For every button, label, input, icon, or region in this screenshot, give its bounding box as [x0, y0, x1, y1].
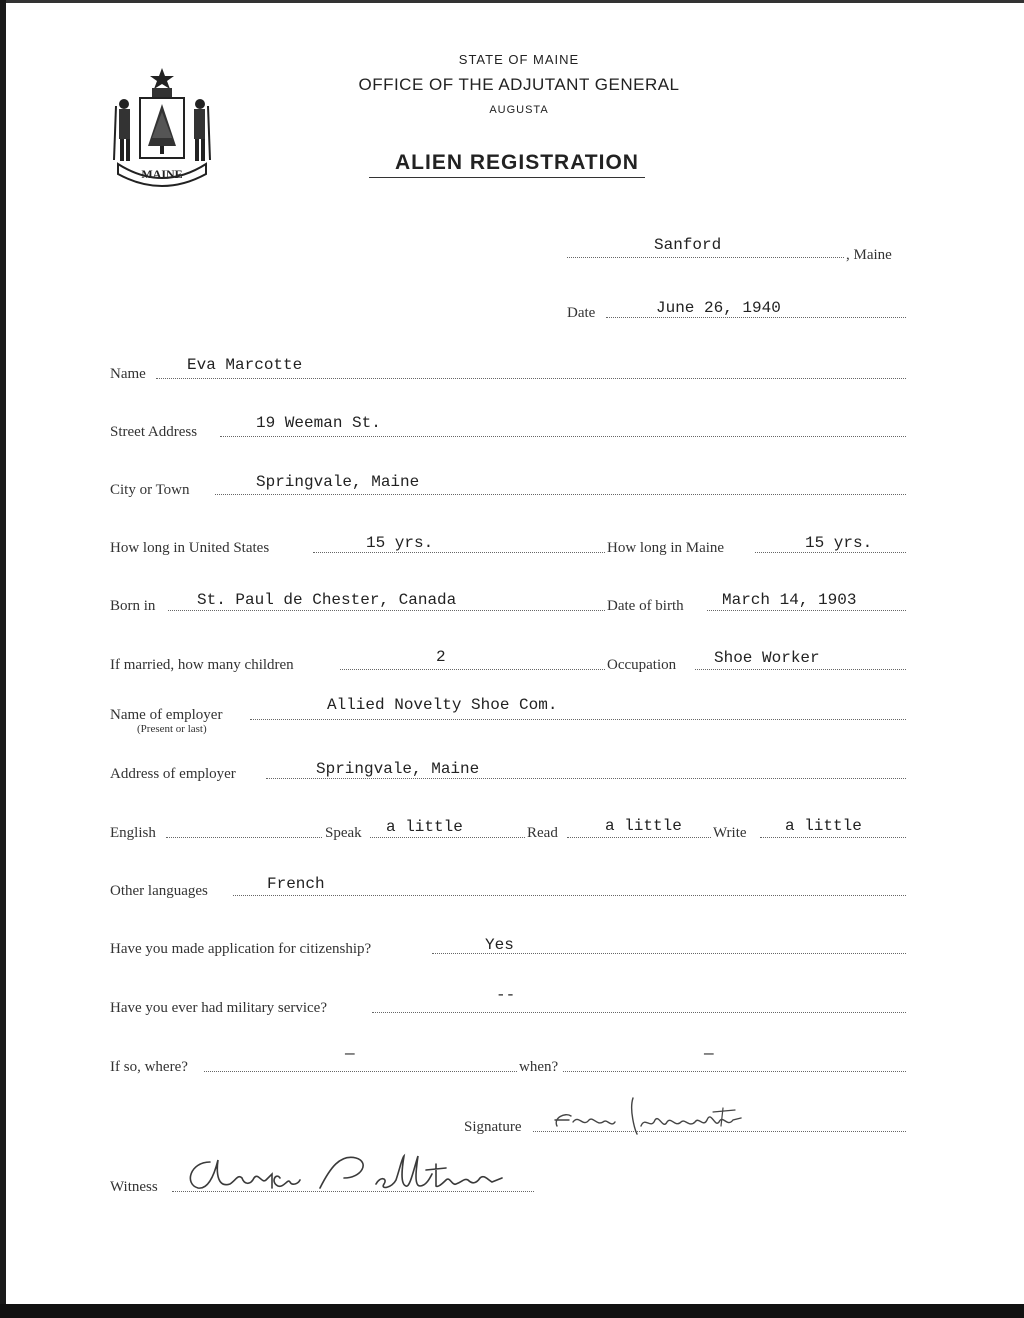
military-value: --: [496, 986, 516, 1004]
town-line: [567, 257, 844, 258]
when-label: when?: [519, 1059, 559, 1075]
speak-value: a little: [386, 818, 463, 836]
city-value: Springvale, Maine: [256, 473, 420, 491]
street-label: Street Address: [110, 424, 198, 440]
how-long-us-line: [313, 552, 605, 553]
date-label: Date: [567, 305, 596, 321]
witness-label: Witness: [110, 1179, 158, 1195]
state-label: , Maine: [846, 247, 892, 263]
other-languages-line: [233, 895, 906, 896]
how-long-us-label: How long in United States: [110, 540, 270, 556]
read-line: [567, 837, 711, 838]
children-value: 2: [436, 648, 446, 666]
form-title: ALIEN REGISTRATION: [395, 151, 639, 174]
date-line: [606, 317, 906, 318]
signature-label: Signature: [464, 1119, 522, 1135]
signature-handwriting: [545, 1090, 775, 1140]
other-languages-label: Other languages: [110, 883, 208, 899]
children-line: [340, 669, 605, 670]
citizenship-value: Yes: [485, 936, 514, 954]
employer-line: [250, 719, 906, 720]
when-line: [563, 1071, 906, 1072]
name-line: [156, 378, 906, 379]
read-value: a little: [605, 817, 682, 835]
date-of-birth-label: Date of birth: [607, 598, 684, 614]
employer-sublabel: (Present or last): [137, 723, 207, 735]
write-line: [760, 837, 906, 838]
date-of-birth-value: March 14, 1903: [722, 591, 857, 609]
employer-address-line: [266, 778, 906, 779]
where-line: [204, 1071, 517, 1072]
town-value: Sanford: [654, 236, 722, 254]
how-long-maine-label: How long in Maine: [607, 540, 725, 556]
scan-border-top: [0, 0, 1024, 3]
witness-handwriting: [180, 1148, 520, 1200]
born-in-line: [168, 610, 605, 611]
occupation-line: [695, 669, 906, 670]
write-label: Write: [713, 825, 747, 841]
street-value: 19 Weeman St.: [256, 414, 381, 432]
born-in-value: St. Paul de Chester, Canada: [197, 591, 457, 609]
write-value: a little: [785, 817, 862, 835]
born-in-label: Born in: [110, 598, 156, 614]
how-long-us-value: 15 yrs.: [366, 534, 434, 552]
scan-border-left: [0, 0, 6, 1318]
date-value: June 26, 1940: [656, 299, 781, 317]
name-label: Name: [110, 366, 146, 382]
name-value: Eva Marcotte: [187, 356, 303, 374]
header-city: AUGUSTA: [489, 104, 549, 116]
employer-address-label: Address of employer: [110, 766, 236, 782]
military-label: Have you ever had military service?: [110, 1000, 327, 1016]
other-languages-value: French: [267, 875, 325, 893]
employer-label: Name of employer: [110, 707, 223, 723]
military-line: [372, 1012, 906, 1013]
header-office: OFFICE OF THE ADJUTANT GENERAL: [358, 75, 680, 94]
speak-line: [370, 837, 525, 838]
english-label: English: [110, 825, 156, 841]
city-line: [215, 494, 906, 495]
street-line: [220, 436, 906, 437]
when-value: —: [704, 1045, 714, 1063]
occupation-value: Shoe Worker: [714, 649, 820, 667]
employer-value: Allied Novelty Shoe Com.: [327, 696, 558, 714]
how-long-maine-value: 15 yrs.: [805, 534, 873, 552]
english-line: [166, 837, 322, 838]
children-label: If married, how many children: [110, 657, 294, 673]
occupation-label: Occupation: [607, 657, 677, 673]
where-value: —: [345, 1045, 355, 1063]
scan-border-bottom: [0, 1304, 1024, 1318]
how-long-maine-line: [755, 552, 906, 553]
citizenship-label: Have you made application for citizenship?: [110, 941, 372, 957]
seal-text: MAINE: [141, 167, 183, 181]
where-label: If so, where?: [110, 1059, 188, 1075]
header-state: STATE OF MAINE: [458, 52, 580, 67]
title-underline: [369, 177, 645, 178]
date-of-birth-line: [707, 610, 906, 611]
employer-address-value: Springvale, Maine: [316, 760, 480, 778]
city-label: City or Town: [110, 482, 190, 498]
speak-label: Speak: [325, 825, 362, 841]
read-label: Read: [527, 825, 558, 841]
